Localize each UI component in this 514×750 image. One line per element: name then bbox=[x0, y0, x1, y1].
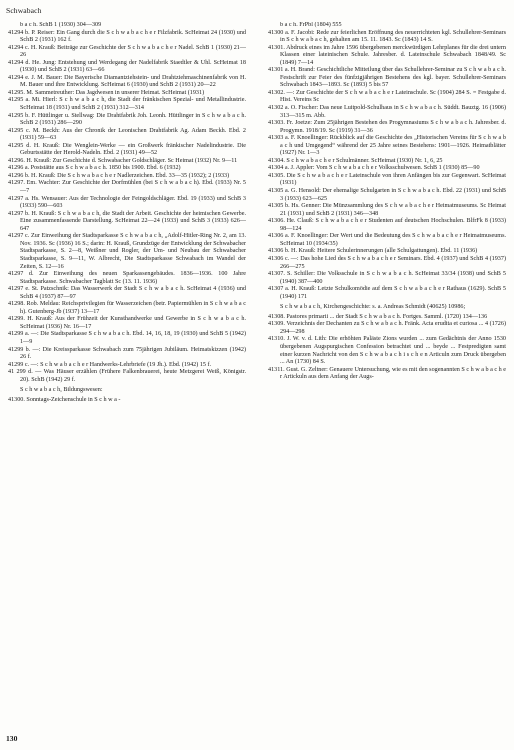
bibliography-entry: 41304. S c h w a b a c h e r Schulmänner. ScHeimat (1930) Nr. 1, 6, 25 bbox=[268, 157, 443, 164]
bibliography-entry: 41299 c. —: S c h w a b a c h e r Handwerks-Lehrbriefe (19 Jh.). Ebd. (1942) 15 f. bbox=[8, 361, 212, 368]
left-column bbox=[8, 22, 246, 726]
bibliography-entry: 41297 b. H. Krauß: S c h w a b a c h, die Stadt der Arbeit. Geschichte der heimischen Gewerbe. Eine zusammenfassende Darstellung. ScHeimat 22—24 (1933) und SchB 3 (1933) 626—647 bbox=[8, 210, 246, 232]
bibliography-entry: 41301. Abdruck eines im Jahre 1596 übergebenen merckwürdigen Lehrplanes für die drei untern Klassen einer lateinischen Schule. Jahresber. d. Lateinschule Schwabach 1848/49. Sc (1849) 7—14 bbox=[268, 44, 506, 66]
bibliography-entry: 41307. S. Schiller: Die Volksschule in S c h w a b a c h. ScHeimat 33/34 (1938) und SchB 5 (1940) 387—400 bbox=[268, 271, 506, 285]
section-heading: S c h w a b a c h, Bildungswesen: bbox=[20, 386, 103, 393]
bibliography-entry: 41295 c. M. Beckh: Aus der Chronik der Leonischen Drahtfabrik Ag. Adam Beckh. Ebd. 2 (1931) 59—63 bbox=[8, 127, 246, 142]
bibliography-entry: 41307 a. H. Krauß: Letzte Schulkomödie auf dem S c h w a b a c h e r Rathaus (1629). SchB 5 (1940) 171 bbox=[268, 286, 506, 300]
running-header: Schwabach bbox=[6, 6, 42, 15]
bibliography-entry: 41300. Sonntags-Zeichenschule in S c h w a - bbox=[8, 396, 121, 403]
bibliography-entry: 41306 a. F. Knoellinger: Der Wert und die Bedeutung des S c h w a b a c h e r Heimatmuseums. ScHeimat 10 (1934/35) bbox=[268, 233, 506, 247]
bibliography-entry: 41297 c. Zur Einweihung der Stadtsparkasse S c h w a b a c h, „Adolf-Hitler-Ring Nr. 2, am 13. Nov. 1936. Sc (1936) 16 S.; darin: H. Krauß, Grundzüge der Entwicklung der Schwabacher Stadtsparkasse, S. 2—8, Weißner und Rogler, der Um- und Neubau der Schwabacher Stadtsparkasse, S. 9—11, W. Albrecht, Die Stadtsparkasse Schwabach im Wandel der Zeiten, S. 12—16 bbox=[8, 233, 246, 270]
bibliography-entry: 41295 a. Mi. Hierl: S c h w a b a c h, die Stadt der fränkischen Spezial- und Metallindustrie. ScHeimat 18 (1931) und SchB 2 (1931) 312—314 bbox=[8, 97, 246, 112]
bibliography-entry: 41294 c. H. Krauß: Beiträge zur Geschichte der S c h w a b a c h e r Nadel. SchB 1 (1930) 21—26 bbox=[8, 44, 246, 59]
bibliography-entry: 41299. H. Krauß: Aus der Frühzeit der Kunsthandwerke und Gewerbe in S c h w a b a c h. ScHeimat (1936) Nr. 16—17 bbox=[8, 316, 246, 330]
bibliography-entry: 41294 b. P. Reiser: Ein Gang durch die S c h w a b a c h e r Filzfabrik. ScHeimat 24 (1930) und SchB 2 (1931) 162 f. bbox=[8, 29, 246, 44]
bibliography-entry: 41301 a. H. Brand: Geschichtliche Mitteilung über das Schullehrer-Seminar zu S c h w a b a c h. Festschrift zur Feier des fünfzigjährigen Bestehens des kgl. bayer. Schullehrer-Seminars Schwabach 1843—1893. Sc (1893) 5 bis 57 bbox=[268, 67, 506, 89]
bibliography-entry: 41297 d. Zur Einweihung des neuen Sparkassengebäudes. 1836—1936. 100 Jahre Stadtsparkasse. Schwabacher Tagblatt Sc (13. 11. 1936) bbox=[8, 271, 246, 285]
bibliography-entry: 41294 d. He. Jung: Entstehung und Werdegang der Nadelfabrik Staedtler & Uhl. ScHeimat 18 (1930) und SchB 2 (1931) 63—66 bbox=[8, 59, 246, 74]
bibliography-entry: 41306 c. —: Das hohe Lied des S c h w a b a c h e r Seminars. Ebd. 4 (1937) und SchB 4 (1937) 266—275 bbox=[268, 255, 506, 270]
bibliography-entry: 41295 b. F. Hüttlinger u. Stellwag: Die Drahtfabrik Joh. Leonh. Hüttlinger in S c h w a b a c h. SchB 2 (1931) 286—290 bbox=[8, 112, 246, 127]
bibliography-entry: 41296. H. Krauß: Zur Geschichte d. Schwabacher Goldschläger. Sc Heimat (1932) Nr. 9—11 bbox=[8, 157, 238, 164]
bibliography-entry: 41296 a. Poststätte aus S c h w a b a c h. 1850 bis 1900. Ebd. 6 (1932) bbox=[8, 165, 181, 172]
bibliography-entry: 41304 a. J. Appler: Vom S c h w a b a c h e r Volksschulwesen. SchB 1 (1930) 85—90 bbox=[268, 165, 480, 172]
bibliography-entry: 41311. Gust. G. Zeltner: Genauere Untersuchung, wie es mit den sogenannten S c h w a b a c h e r Artickuln aus dem Anfang der Augs- bbox=[268, 366, 506, 381]
bibliography-entry: 41305 b. Hs. Genner: Die Münzsammlung des S c h w a b a c h e r Heimatmuseums. Sc Heimat 21 (1931) und SchB 2 (1931) 346—348 bbox=[268, 203, 506, 217]
bibliography-entry: 41 299 d. — Was Häuser erzählen (Frühere Falkenbrauerei, heute Metzgerei Weiß, Königstr. 20). SchB (1942) 29 f. bbox=[8, 369, 246, 383]
bibliography-entry: 41299 b. —: Die Kreissparkasse Schwabach zum 75jährigen Jubiläum. Heimatskizzen (1942) 26 f. bbox=[8, 346, 246, 361]
bibliography-entry: 41308. Pastores primarii ... der Stadt S c h w a b a c h. Fortges. Samml. (1720) 134—136 bbox=[268, 313, 488, 320]
bibliography-entry: 41297 a. Hs. Wensauer: Aus der Technologie der Feingoldschläger. Ebd. 19 (1933) und SchB 3 (1933) 590—603 bbox=[8, 195, 246, 210]
page-number: 130 bbox=[6, 734, 18, 743]
section-heading: S c h w a b a c h, Kirchengeschichte: s. a. Andreas Schmidt (40625) 10986; bbox=[280, 303, 466, 310]
bibliography-entry: 41302. —: Zur Geschichte der S c h w a b a c h e r Lateinschule. Sc (1904) 284 S. = Festgabe d. Hist. Vereins Sc bbox=[268, 89, 506, 104]
bibliography-entry: 41300 a. F. Jacobi: Rede zur feierlichen Eröffnung des neuerrichteten kgl. Schullehrer-Seminars in S c h w a b a c h, gehalten am 15. 11. 1843. Sc (1843) 14 S. bbox=[268, 29, 506, 44]
bibliography-entry: b a c h. FrPbl (1804) 555 bbox=[280, 22, 342, 28]
bibliography-entry: 41309. Verzeichnis der Dechanten zu S c h w a b a c h. Fränk. Acta erudita et curiosa ... 4 (1726) 294—298 bbox=[268, 321, 506, 335]
bibliography-entry: 41298. Rob. Meldau: Reichsprivilegien für Wasserzeichen (betr. Papiermühlen in S c h w a b a c h). Gutenberg-Jb (1937) 13—17 bbox=[8, 301, 246, 315]
bibliography-entry: 41296 b. H. Krauß: Die S c h w a b a c h e r Nadlerzeichen. Ebd. 33—35 (1932); 2 (1933) bbox=[8, 172, 230, 179]
bibliography-entry: 41299 a. —: Die Stadtsparkasse S c h w a b a c h. Ebd. 14, 16, 18, 19 (1930) und SchB 5 (1942) 1—9 bbox=[8, 331, 246, 345]
bibliography-entry: 41303. Fr. Joetze: Zum 25jährigen Bestehen des Progymnasiums S c h w a b a c h. Jahresber. d. Progymn. 1918/19. Sc (1919) 31—36 bbox=[268, 120, 506, 134]
bibliography-entry: 41305. Die S c h w a b a c h e r Lateinschule von ihren Anfängen bis zur Gegenwart. ScHeimat (1931) bbox=[268, 172, 506, 187]
bibliography-entry: 41302 a. O. Fischer: Das neue Luitpold-Schulhaus in S c h w a b a c h. Süddt. Bauztg. 16 (1906) 313—315 m. Abb. bbox=[268, 105, 506, 119]
bibliography-entry: 41295. M. Sammetreuther: Das Jagdwesen in unserer Heimat. ScHeimat (1931) bbox=[8, 89, 205, 96]
right-column bbox=[268, 22, 506, 726]
bibliography-entry: 41303 a. F. Knoellinger: Rückblick auf die Geschichte des „Historischen Vereins für S c h w a b a c h und Umgegend“ während der 25 Jahre seines Bestehens: 1901—1926. Heimatblätter (1927) Nr. 1—3 bbox=[268, 135, 506, 157]
bibliography-entry: 41297 e. St. Patzschnik: Das Wasserwerk der Stadt S c h w a b a c h. ScHeimat 4 (1936) und SchB 4 (1937) 87—97 bbox=[8, 286, 246, 300]
bibliography-entry: 41294 e. J. M. Bauer: Die Bayerische Diamantziehstein- und Drahtziehmaschinenfabrik von H. M. Bauer und ihre Entwicklung. ScHeimat 6 (1930) und SchB 2 (1931) 20—22 bbox=[8, 74, 246, 89]
bibliography-entry: 41295 d. H. Krauß: Die Wenglein-Werke — ein Großwerk fränkischer Nadelindustrie. Die Geburtsstätte der Herold-Nadeln. Ebd. 2 (1931) 49—52 bbox=[8, 142, 246, 157]
bibliography-entry: 41306. He. Clauß: S c h w a b a c h e r Studenten auf deutschen Hochschulen. BlfrFk 8 (1933) 98—124 bbox=[268, 218, 506, 232]
bibliography-entry: 41305 a. G. Hensold: Der ehemalige Schulgarten in S c h w a b a c h. Ebd. 22 (1931) und SchB 3 (1933) 623—625 bbox=[268, 188, 506, 202]
bibliography-entry: b a c h. SchB 1 (1930) 304—309 bbox=[20, 22, 102, 28]
bibliography-entry: 41306 b. H. Krauß: Heitere Schulerinnerungen (alle Schulgattungen). Ebd. 11 (1936) bbox=[268, 248, 478, 255]
bibliography-entry: 41310. J. W. v. d. Lith: Die erhöhten Paläste Zions wurden ... zum Gedächtnis der Anno 1530 übergebenen Augspurgischen Confession betrachtet und ... beyde ... Festpredigten samt einer kurzen Nachricht von den S c h w a b a c h i s c h e n Articuln zum Druck übergeben ... An (1730) 84 S. bbox=[268, 336, 506, 366]
bibliography-entry: 41297. Em. Wachter: Zur Geschichte der Dorfmühlen (bei S c h w a b a c h). Ebd. (1933) Nr. 5—7 bbox=[8, 180, 246, 195]
